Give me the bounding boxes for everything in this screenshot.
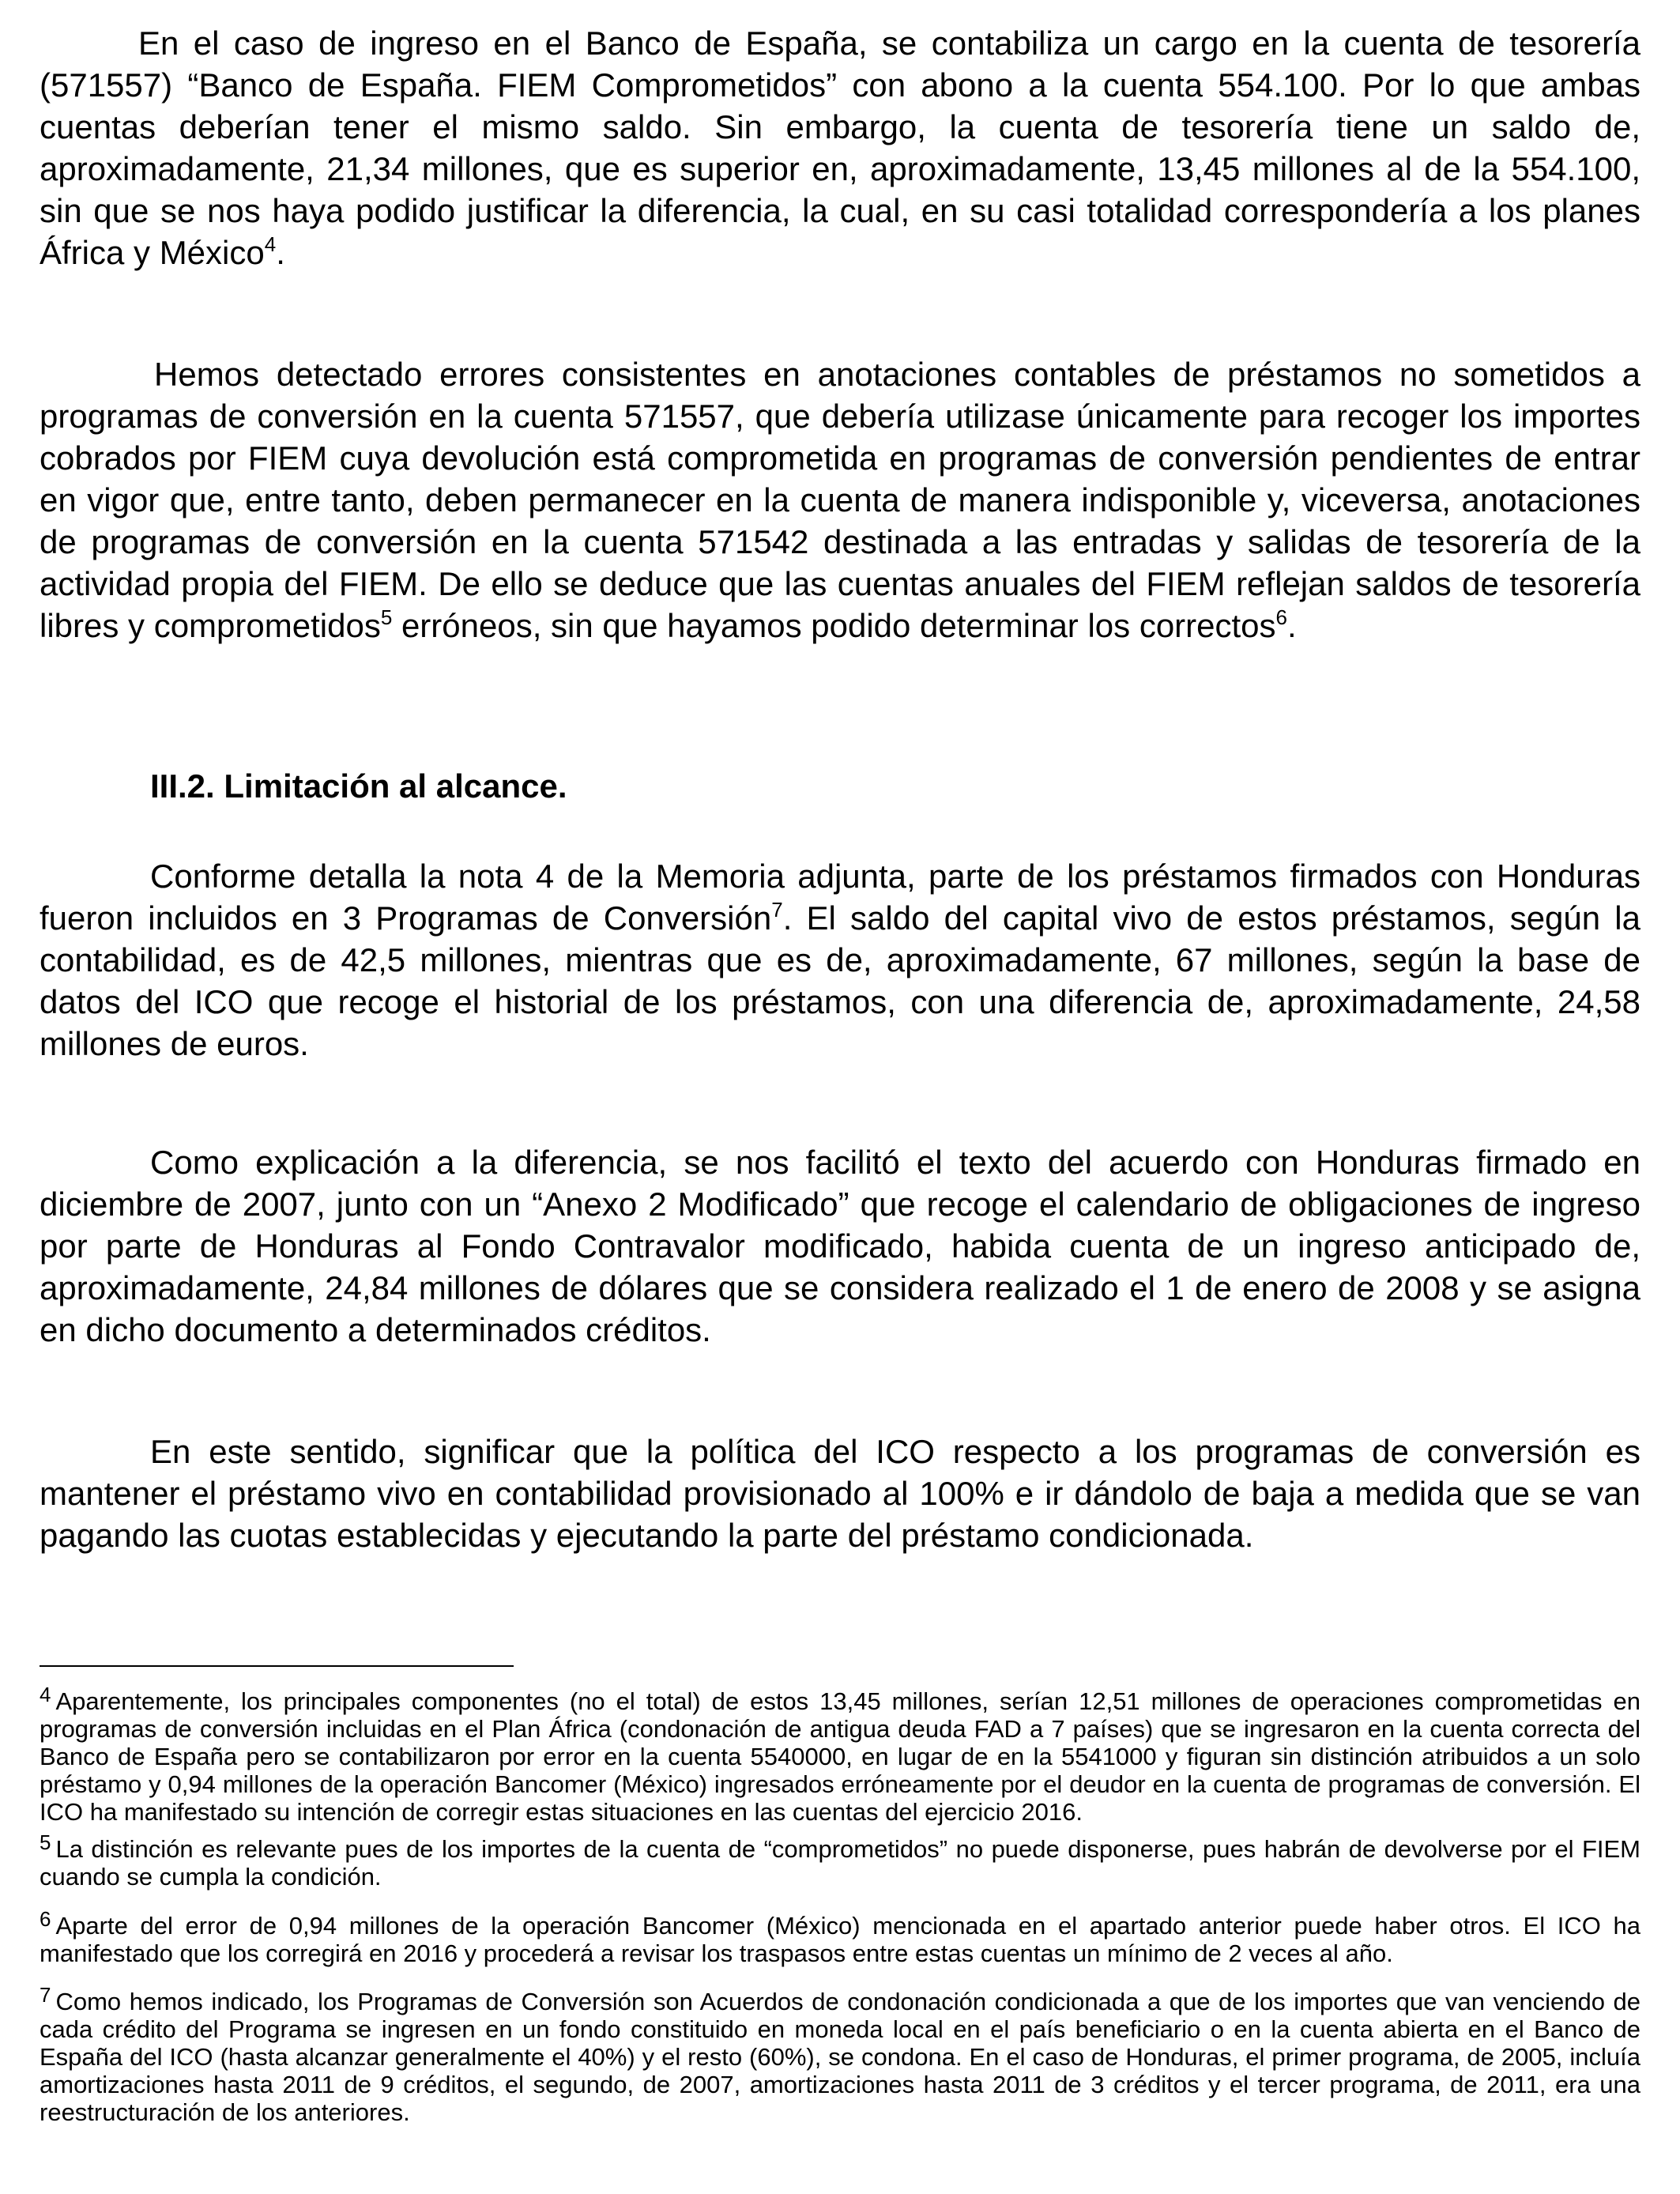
paragraph-text: . <box>276 234 285 271</box>
footnote-ref-4: 4 <box>264 232 277 256</box>
footnote-mark: 5 <box>40 1830 51 1854</box>
footnote-ref-6: 6 <box>1275 605 1287 629</box>
footnote-ref-5: 5 <box>380 605 393 629</box>
footnote-4 <box>40 1683 1640 1826</box>
footnote-7 <box>40 1983 1640 2126</box>
paragraph-text: erróneos, sin que hayamos podido determinar los correctos <box>392 607 1276 644</box>
section-heading: III.2. Limitación al alcance. <box>150 767 567 805</box>
paragraph-text: Como explicación a la diferencia, se nos facilitó el texto del acuerdo con Honduras firmado en diciembre de 2007, junto con un “Anexo 2 Modificado” que recoge el calendario de obligaciones de ingreso por parte de Honduras al Fondo Contravalor modificado, habida cuenta de un ingreso anticipado de, aproximadamente, 24,84 millones de dólares que se considera realizado el 1 de enero de 2008 y se asigna en dicho documento a determinados créditos. <box>40 1144 1640 1348</box>
paragraph-text: Conforme detalla la nota 4 de la Memoria adjunta, parte de los préstamos firmados con Honduras fueron incluidos en 3 Programas de Conversión <box>40 858 1640 937</box>
paragraph-politica-ico <box>40 1431 1640 1556</box>
paragraph-text: Hemos detectado errores consistentes en anotaciones contables de préstamos no sometidos a programas de conversión en la cuenta 571557, que debería utilizase únicamente para recoger los importes cobrados por FIEM cuya devolución está comprometida en programas de conversión pendientes de entrar en vigor que, entre tanto, deben permanecer en la cuenta de manera indisponible y, viceversa, anotaciones de programas de conversión en la cuenta 571542 destinada a las entradas y salidas de tesorería de la actividad propia del FIEM. De ello se deduce que las cuentas anuales del FIEM reflejan saldos de tesorería libres y comprometidos <box>40 356 1640 644</box>
paragraph-text: En el caso de ingreso en el Banco de España, se contabiliza un cargo en la cuenta de tesorería (571557) “Banco de España. FIEM Comprometidos” con abono a la cuenta 554.100. Por lo que ambas cuentas deberían tener el mismo saldo. Sin embargo, la cuenta de tesorería tiene un saldo de, aproximadamente, 21,34 millones, que es superior en, aproximadamente, 13,45 millones al de la 554.100, sin que se nos haya podido justificar la diferencia, la cual, en su casi totalidad correspondería a los planes África y México <box>40 25 1640 271</box>
paragraph-explicacion-diferencia <box>40 1141 1640 1351</box>
paragraph-honduras-prestamos <box>40 855 1640 1065</box>
footnote-mark: 6 <box>40 1907 51 1931</box>
footnote-text: Aparentemente, los principales componentes (no el total) de estos 13,45 millones, serían 12,51 millones de operaciones comprometidas en programas de conversión incluidas en el Plan África (condonación de antigua deuda FAD a 7 países) que se ingresaron en la cuenta correcta del Banco de España pero se contabilizaron por error en la cuenta 5540000, en lugar de en la 5541000 y figuran sin distinción atribuidos a un solo préstamo y 0,94 millones de la operación Bancomer (México) ingresados erróneamente por el deudor en la cuenta de programas de conversión. El ICO ha manifestado su intención de corregir estas situaciones en las cuentas del ejercicio 2016. <box>40 1687 1640 1826</box>
footnote-5 <box>40 1830 1640 1891</box>
paragraph-text: En este sentido, significar que la política del ICO respecto a los programas de conversión es mantener el préstamo vivo en contabilidad provisionado al 100% e ir dándolo de baja a medida que se van pagando las cuotas establecidas y ejecutando la parte del préstamo condicionada. <box>40 1433 1640 1554</box>
footnote-text: Como hemos indicado, los Programas de Conversión son Acuerdos de condonación condicionada a que de los importes que van venciendo de cada crédito del Programa se ingresen en un fondo constituido en moneda local en el país beneficiario o en la cuenta abierta en el Banco de España del ICO (hasta alcanzar generalmente el 40%) y el resto (60%), se condona. En el caso de Honduras, el primer programa, de 2005, incluía amortizaciones hasta 2011 de 9 créditos, el segundo, de 2007, amortizaciones hasta 2011 de 3 créditos y el tercer programa, de 2011, era una reestructuración de los anteriores. <box>40 1988 1640 2126</box>
footnote-text: La distinción es relevante pues de los importes de la cuenta de “comprometidos” no puede disponerse, pues habrán de devolverse por el FIEM cuando se cumpla la condición. <box>40 1835 1640 1891</box>
footnote-mark: 7 <box>40 1983 51 2007</box>
footnote-ref-7: 7 <box>771 898 783 922</box>
footnote-separator <box>40 1665 514 1667</box>
paragraph-text: . El saldo del capital vivo de estos préstamos, según la contabilidad, es de 42,5 millones, mientras que es de, aproximadamente, 67 millones, según la base de datos del ICO que recoge el historial de los préstamos, con una diferencia de, aproximadamente, 24,58 millones de euros. <box>40 899 1640 1062</box>
paragraph-text: . <box>1287 607 1297 644</box>
paragraph-banco-espana <box>40 22 1640 273</box>
footnote-mark: 4 <box>40 1683 51 1706</box>
footnote-6 <box>40 1907 1640 1967</box>
footnote-text: Aparte del error de 0,94 millones de la operación Bancomer (México) mencionada en el apartado anterior puede haber otros. El ICO ha manifestado que los corregirá en 2016 y procederá a revisar los traspasos entre estas cuentas un mínimo de 2 veces al año. <box>40 1912 1640 1967</box>
paragraph-errores-anotaciones <box>40 353 1640 647</box>
